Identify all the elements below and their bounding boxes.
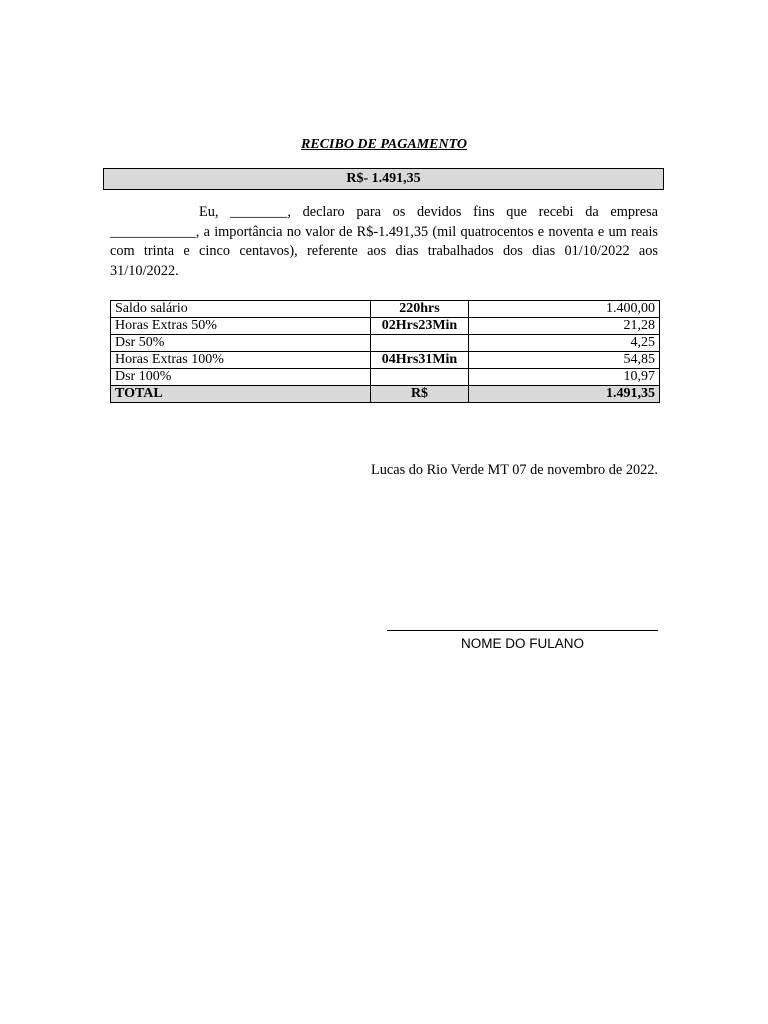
total-currency: R$ <box>371 386 469 403</box>
row-value: 21,28 <box>469 318 660 335</box>
payment-table <box>110 300 660 403</box>
table-row <box>111 352 660 369</box>
row-value: 54,85 <box>469 352 660 369</box>
row-hours <box>371 369 469 386</box>
signature-name: NOME DO FULANO <box>460 636 584 651</box>
row-hours <box>371 335 469 352</box>
total-label: TOTAL <box>111 386 371 403</box>
table-row <box>111 301 660 318</box>
total-row <box>111 386 660 403</box>
row-hours: 04Hrs31Min <box>371 352 469 369</box>
table-row <box>111 335 660 352</box>
row-hours: 02Hrs23Min <box>371 318 469 335</box>
table-row <box>111 318 660 335</box>
row-value: 1.400,00 <box>469 301 660 318</box>
document-title: RECIBO DE PAGAMENTO <box>301 137 467 152</box>
signature-line <box>387 630 658 631</box>
declaration-paragraph <box>110 203 658 281</box>
row-value: 10,97 <box>469 369 660 386</box>
row-label: Horas Extras 100% <box>111 352 371 369</box>
amount-header: R$- 1.491,35 <box>103 168 664 190</box>
row-label: Dsr 50% <box>111 335 371 352</box>
place-date: Lucas do Rio Verde MT 07 de novembro de 2022. <box>371 462 658 478</box>
table-row <box>111 369 660 386</box>
row-value: 4,25 <box>469 335 660 352</box>
row-label: Dsr 100% <box>111 369 371 386</box>
row-label: Saldo salário <box>111 301 371 318</box>
row-label: Horas Extras 50% <box>111 318 371 335</box>
row-hours: 220hrs <box>371 301 469 318</box>
total-value: 1.491,35 <box>469 386 660 403</box>
declaration-text: Eu, ________, declaro para os devidos fins que recebi da empresa ____________, a importância no valor de R$-1.491,35 (mil quatrocentos e noventa e um reais com trinta e cinco centavos), referente aos dias trabalhados dos dias 01/10/2022 aos 31/10/2022. <box>110 204 658 279</box>
